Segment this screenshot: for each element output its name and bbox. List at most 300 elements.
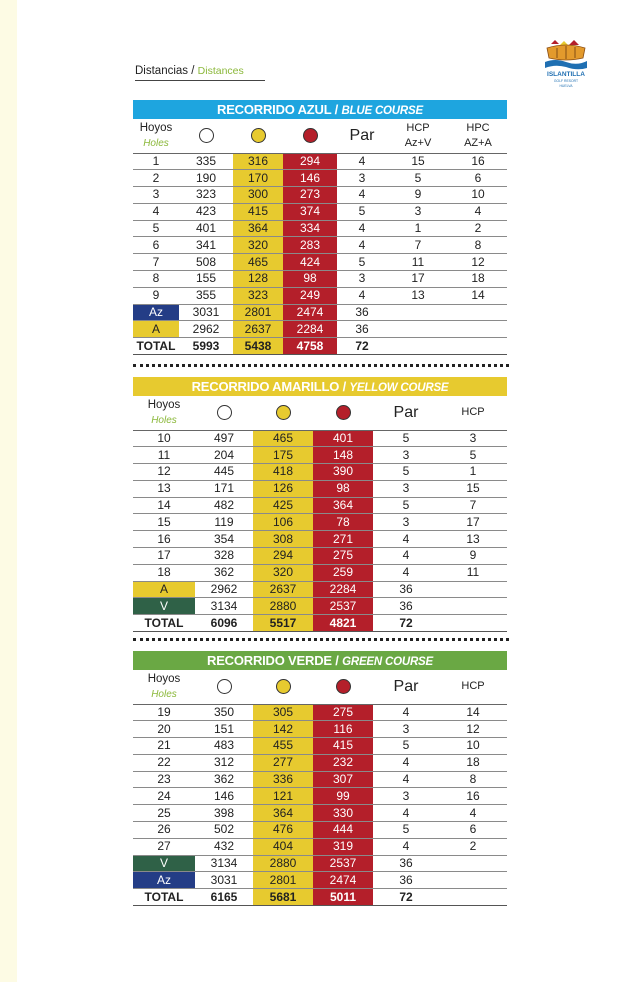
yellow-tee-header <box>253 670 313 704</box>
banner-title-en: BLUE COURSE <box>341 105 423 117</box>
red-tee-distance: 116 <box>313 721 373 738</box>
hcp-value <box>387 304 449 321</box>
white-tee-circle-icon <box>217 679 232 694</box>
hole-number: 9 <box>133 287 179 304</box>
par-value: 3 <box>373 721 439 738</box>
green-course-section <box>133 651 507 906</box>
hcp-value: 13 <box>439 531 507 548</box>
hole-number: 23 <box>133 771 195 788</box>
hcp-value: 3 <box>387 203 449 220</box>
white-tee-distance: 445 <box>195 464 253 481</box>
yellow-course-section <box>133 377 507 632</box>
hpc-value: 2 <box>449 220 507 237</box>
yellow-tee-distance: 323 <box>233 287 283 304</box>
red-tee-circle-icon <box>336 679 351 694</box>
par-value: 5 <box>373 497 439 514</box>
par-header: Par <box>373 670 439 704</box>
yellow-tee-header <box>253 396 313 430</box>
yellow-tee-circle-icon <box>251 128 266 143</box>
hole-number: TOTAL <box>133 338 179 355</box>
hpc-value: 4 <box>449 203 507 220</box>
subtotal-row <box>133 304 507 321</box>
hole-number: 11 <box>133 447 195 464</box>
total-row <box>133 338 507 355</box>
hcp-value: 9 <box>387 187 449 204</box>
hcp-value <box>439 581 507 598</box>
yellow-course-banner <box>133 377 507 396</box>
yellow-tee-distance: 364 <box>253 805 313 822</box>
par-value: 3 <box>373 788 439 805</box>
hcp-value <box>439 889 507 906</box>
white-tee-distance: 355 <box>179 287 233 304</box>
white-tee-distance: 483 <box>195 738 253 755</box>
logo-sub2: HUELVA <box>559 84 573 88</box>
hole-number: 14 <box>133 497 195 514</box>
left-margin-strip <box>0 0 17 982</box>
white-tee-distance: 423 <box>179 203 233 220</box>
yellow-tee-distance: 425 <box>253 497 313 514</box>
white-tee-distance: 508 <box>179 254 233 271</box>
white-tee-distance: 497 <box>195 430 253 447</box>
hpc-value <box>449 304 507 321</box>
par-value: 3 <box>373 480 439 497</box>
blue-course-banner <box>133 100 507 119</box>
yellow-tee-distance: 418 <box>253 464 313 481</box>
yellow-tee-distance: 2801 <box>253 872 313 889</box>
hole-number: 15 <box>133 514 195 531</box>
hole-number: 24 <box>133 788 195 805</box>
red-tee-header <box>313 670 373 704</box>
par-header: Par <box>373 396 439 430</box>
dotted-separator <box>133 364 509 367</box>
yellow-tee-distance: 300 <box>233 187 283 204</box>
hole-row <box>133 480 507 497</box>
par-value: 3 <box>337 271 387 288</box>
hpc-header-line1: HPC <box>466 121 490 134</box>
red-tee-distance: 5011 <box>313 889 373 906</box>
white-tee-distance: 171 <box>195 480 253 497</box>
red-tee-circle-icon <box>303 128 318 143</box>
yellow-tee-distance: 308 <box>253 531 313 548</box>
hcp-value: 3 <box>439 430 507 447</box>
hcp-value: 11 <box>387 254 449 271</box>
par-value: 4 <box>373 838 439 855</box>
yellow-tee-distance: 465 <box>253 430 313 447</box>
subtotal-row <box>133 321 507 338</box>
hole-row <box>133 531 507 548</box>
hcp-value: 10 <box>439 738 507 755</box>
hole-number: 13 <box>133 480 195 497</box>
white-tee-distance: 155 <box>179 271 233 288</box>
red-tee-distance: 294 <box>283 153 337 170</box>
yellow-tee-distance: 175 <box>253 447 313 464</box>
red-tee-distance: 146 <box>283 170 337 187</box>
header-row <box>133 396 507 430</box>
hole-row <box>133 187 507 204</box>
white-tee-distance: 482 <box>195 497 253 514</box>
hole-row <box>133 254 507 271</box>
heading-separator: / <box>188 65 198 77</box>
hpc-value: 18 <box>449 271 507 288</box>
hpc-value: 8 <box>449 237 507 254</box>
red-tee-distance: 273 <box>283 187 337 204</box>
yellow-tee-distance: 364 <box>233 220 283 237</box>
white-tee-distance: 335 <box>179 153 233 170</box>
yellow-tee-distance: 128 <box>233 271 283 288</box>
par-value: 36 <box>337 304 387 321</box>
hole-row <box>133 754 507 771</box>
white-tee-distance: 398 <box>195 805 253 822</box>
par-value: 4 <box>337 287 387 304</box>
hpc-header <box>449 119 507 153</box>
yellow-tee-distance: 106 <box>253 514 313 531</box>
white-tee-distance: 151 <box>195 721 253 738</box>
hole-number: 16 <box>133 531 195 548</box>
hole-number: 6 <box>133 237 179 254</box>
hole-row <box>133 788 507 805</box>
hole-number: 19 <box>133 704 195 721</box>
subtotal-label: V <box>133 598 195 615</box>
white-tee-distance: 5993 <box>179 338 233 355</box>
white-tee-header <box>195 396 253 430</box>
red-tee-distance: 2474 <box>283 304 337 321</box>
hole-row <box>133 738 507 755</box>
hcp-value: 14 <box>439 704 507 721</box>
hpc-value: 10 <box>449 187 507 204</box>
heading-spanish: Distancias <box>135 65 189 77</box>
banner-title-es: RECORRIDO VERDE / <box>207 653 343 668</box>
hcp-value: 8 <box>439 771 507 788</box>
hcp-value: 16 <box>439 788 507 805</box>
red-tee-distance: 364 <box>313 497 373 514</box>
hole-number: 8 <box>133 271 179 288</box>
logo-name: ISLANTILLA <box>547 71 585 78</box>
hcp-value: 12 <box>439 721 507 738</box>
hcp-value: 7 <box>387 237 449 254</box>
red-tee-distance: 2284 <box>283 321 337 338</box>
par-value: 4 <box>373 531 439 548</box>
white-tee-header <box>195 670 253 704</box>
par-value: 36 <box>373 872 439 889</box>
islantilla-logo <box>543 38 589 88</box>
red-tee-distance: 275 <box>313 548 373 565</box>
yellow-tee-distance: 142 <box>253 721 313 738</box>
par-value: 72 <box>373 889 439 906</box>
hcp-header <box>439 670 507 704</box>
yellow-tee-distance: 476 <box>253 822 313 839</box>
subtotal-row <box>133 581 507 598</box>
banner-title-en: GREEN COURSE <box>342 656 433 668</box>
white-tee-distance: 354 <box>195 531 253 548</box>
hole-number: 12 <box>133 464 195 481</box>
hole-row <box>133 447 507 464</box>
yellow-course-distance-table <box>133 396 507 632</box>
hole-number: 17 <box>133 548 195 565</box>
par-value: 72 <box>373 615 439 632</box>
yellow-tee-distance: 5517 <box>253 615 313 632</box>
hole-number: 26 <box>133 822 195 839</box>
hole-number: 10 <box>133 430 195 447</box>
hpc-value <box>449 321 507 338</box>
par-value: 3 <box>373 514 439 531</box>
holes-header-en: Holes <box>151 688 177 700</box>
white-tee-circle-icon <box>199 128 214 143</box>
logo-sub1: GOLF RESORT <box>553 79 579 83</box>
hcp-value <box>439 855 507 872</box>
red-tee-distance: 415 <box>313 738 373 755</box>
hole-number: 21 <box>133 738 195 755</box>
hole-row <box>133 805 507 822</box>
total-row <box>133 889 507 906</box>
yellow-tee-header <box>233 119 283 153</box>
hcp-value: 2 <box>439 838 507 855</box>
yellow-tee-distance: 170 <box>233 170 283 187</box>
white-tee-distance: 312 <box>195 754 253 771</box>
white-tee-distance: 2962 <box>179 321 233 338</box>
white-tee-distance: 350 <box>195 704 253 721</box>
par-value: 36 <box>373 581 439 598</box>
white-tee-distance: 3031 <box>195 872 253 889</box>
holes-header <box>133 670 195 704</box>
holes-header-es: Hoyos <box>147 672 181 685</box>
holes-header-es: Hoyos <box>139 121 173 134</box>
red-tee-distance: 374 <box>283 203 337 220</box>
par-value: 4 <box>373 704 439 721</box>
par-value: 4 <box>337 153 387 170</box>
hcp-value: 7 <box>439 497 507 514</box>
white-tee-distance: 6165 <box>195 889 253 906</box>
par-value: 4 <box>373 564 439 581</box>
holes-header <box>133 396 195 430</box>
par-value: 5 <box>373 738 439 755</box>
hole-number: 22 <box>133 754 195 771</box>
yellow-tee-circle-icon <box>276 405 291 420</box>
hcp-header-line2: Az+V <box>404 136 432 149</box>
green-course-banner <box>133 651 507 670</box>
hole-row <box>133 497 507 514</box>
yellow-tee-distance: 404 <box>253 838 313 855</box>
white-tee-distance: 362 <box>195 771 253 788</box>
subtotal-label: V <box>133 855 195 872</box>
hole-row <box>133 704 507 721</box>
hcp-value: 1 <box>439 464 507 481</box>
subtotal-label: Az <box>133 872 195 889</box>
yellow-tee-distance: 5681 <box>253 889 313 906</box>
hpc-value: 14 <box>449 287 507 304</box>
red-tee-distance: 271 <box>313 531 373 548</box>
red-tee-distance: 4758 <box>283 338 337 355</box>
yellow-tee-circle-icon <box>276 679 291 694</box>
red-tee-distance: 148 <box>313 447 373 464</box>
hcp-value: 9 <box>439 548 507 565</box>
par-value: 4 <box>373 548 439 565</box>
hole-row <box>133 564 507 581</box>
hcp-header <box>387 119 449 153</box>
hpc-value: 12 <box>449 254 507 271</box>
blue-course-section <box>133 100 507 355</box>
subtotal-label: Az <box>133 304 179 321</box>
red-tee-distance: 2474 <box>313 872 373 889</box>
hcp-value: 6 <box>439 822 507 839</box>
red-tee-distance: 334 <box>283 220 337 237</box>
hcp-value <box>387 321 449 338</box>
yellow-tee-distance: 320 <box>233 237 283 254</box>
header-row <box>133 119 507 153</box>
hcp-value: 5 <box>387 170 449 187</box>
hcp-value: 15 <box>439 480 507 497</box>
yellow-tee-distance: 455 <box>253 738 313 755</box>
red-tee-header <box>313 396 373 430</box>
hcp-header-line1: HCP <box>461 680 485 693</box>
hcp-value: 13 <box>387 287 449 304</box>
hole-number: 4 <box>133 203 179 220</box>
yellow-tee-distance: 2637 <box>233 321 283 338</box>
page-heading <box>135 64 265 81</box>
par-value: 5 <box>373 464 439 481</box>
subtotal-label: A <box>133 581 195 598</box>
hpc-value <box>449 338 507 355</box>
yellow-tee-distance: 336 <box>253 771 313 788</box>
hcp-value: 4 <box>439 805 507 822</box>
red-tee-distance: 307 <box>313 771 373 788</box>
holes-header <box>133 119 179 153</box>
dotted-separator <box>133 638 509 641</box>
yellow-tee-distance: 5438 <box>233 338 283 355</box>
hole-row <box>133 464 507 481</box>
hcp-value <box>439 872 507 889</box>
yellow-tee-distance: 2637 <box>253 581 313 598</box>
white-tee-distance: 362 <box>195 564 253 581</box>
red-tee-circle-icon <box>336 405 351 420</box>
hcp-value: 18 <box>439 754 507 771</box>
par-value: 36 <box>373 855 439 872</box>
white-tee-distance: 502 <box>195 822 253 839</box>
red-tee-distance: 98 <box>313 480 373 497</box>
hole-row <box>133 771 507 788</box>
par-value: 72 <box>337 338 387 355</box>
yellow-tee-distance: 2880 <box>253 598 313 615</box>
red-tee-distance: 232 <box>313 754 373 771</box>
hole-number: 27 <box>133 838 195 855</box>
white-tee-circle-icon <box>217 405 232 420</box>
par-value: 3 <box>373 447 439 464</box>
par-value: 36 <box>373 598 439 615</box>
holes-header-en: Holes <box>151 414 177 426</box>
white-tee-distance: 2962 <box>195 581 253 598</box>
hole-row <box>133 153 507 170</box>
hcp-value: 15 <box>387 153 449 170</box>
hole-row <box>133 822 507 839</box>
par-value: 5 <box>337 254 387 271</box>
hole-number: TOTAL <box>133 889 195 906</box>
red-tee-distance: 283 <box>283 237 337 254</box>
red-tee-distance: 259 <box>313 564 373 581</box>
red-tee-distance: 390 <box>313 464 373 481</box>
red-tee-distance: 99 <box>313 788 373 805</box>
white-tee-distance: 204 <box>195 447 253 464</box>
white-tee-distance: 146 <box>195 788 253 805</box>
red-tee-distance: 424 <box>283 254 337 271</box>
par-value: 36 <box>337 321 387 338</box>
white-tee-distance: 119 <box>195 514 253 531</box>
red-tee-distance: 78 <box>313 514 373 531</box>
white-tee-distance: 341 <box>179 237 233 254</box>
par-value: 5 <box>337 203 387 220</box>
hpc-value: 16 <box>449 153 507 170</box>
white-tee-distance: 3031 <box>179 304 233 321</box>
total-row <box>133 615 507 632</box>
hcp-header <box>439 396 507 430</box>
hole-row <box>133 220 507 237</box>
hole-number: 20 <box>133 721 195 738</box>
red-tee-distance: 319 <box>313 838 373 855</box>
hole-row <box>133 271 507 288</box>
green-course-distance-table <box>133 670 507 906</box>
hole-number: 5 <box>133 220 179 237</box>
yellow-tee-distance: 316 <box>233 153 283 170</box>
hole-number: 18 <box>133 564 195 581</box>
yellow-tee-distance: 294 <box>253 548 313 565</box>
banner-title-es: RECORRIDO AZUL / <box>217 102 342 117</box>
hcp-value: 1 <box>387 220 449 237</box>
red-tee-distance: 330 <box>313 805 373 822</box>
par-value: 4 <box>373 805 439 822</box>
red-tee-header <box>283 119 337 153</box>
heading-english: Distances <box>197 65 244 77</box>
yellow-tee-distance: 415 <box>233 203 283 220</box>
red-tee-distance: 401 <box>313 430 373 447</box>
red-tee-distance: 98 <box>283 271 337 288</box>
red-tee-distance: 2537 <box>313 598 373 615</box>
subtotal-row <box>133 872 507 889</box>
white-tee-header <box>179 119 233 153</box>
hole-number: 2 <box>133 170 179 187</box>
subtotal-row <box>133 598 507 615</box>
par-value: 3 <box>337 170 387 187</box>
hole-number: 1 <box>133 153 179 170</box>
yellow-tee-distance: 126 <box>253 480 313 497</box>
white-tee-distance: 3134 <box>195 855 253 872</box>
hole-number: 3 <box>133 187 179 204</box>
white-tee-distance: 401 <box>179 220 233 237</box>
hcp-value <box>439 615 507 632</box>
hcp-value: 11 <box>439 564 507 581</box>
yellow-tee-distance: 2880 <box>253 855 313 872</box>
hpc-value: 6 <box>449 170 507 187</box>
subtotal-row <box>133 855 507 872</box>
yellow-tee-distance: 320 <box>253 564 313 581</box>
red-tee-distance: 2284 <box>313 581 373 598</box>
holes-header-en: Holes <box>143 137 169 149</box>
header-row <box>133 670 507 704</box>
red-tee-distance: 275 <box>313 704 373 721</box>
banner-title-es: RECORRIDO AMARILLO / <box>191 379 350 394</box>
par-value: 4 <box>373 754 439 771</box>
hole-row <box>133 203 507 220</box>
red-tee-distance: 249 <box>283 287 337 304</box>
white-tee-distance: 432 <box>195 838 253 855</box>
hole-row <box>133 548 507 565</box>
blue-course-distance-table <box>133 119 507 355</box>
hole-row <box>133 514 507 531</box>
hcp-value <box>439 598 507 615</box>
hole-number: 25 <box>133 805 195 822</box>
hole-row <box>133 430 507 447</box>
hole-row <box>133 237 507 254</box>
hcp-value <box>387 338 449 355</box>
hcp-value: 5 <box>439 447 507 464</box>
red-tee-distance: 2537 <box>313 855 373 872</box>
